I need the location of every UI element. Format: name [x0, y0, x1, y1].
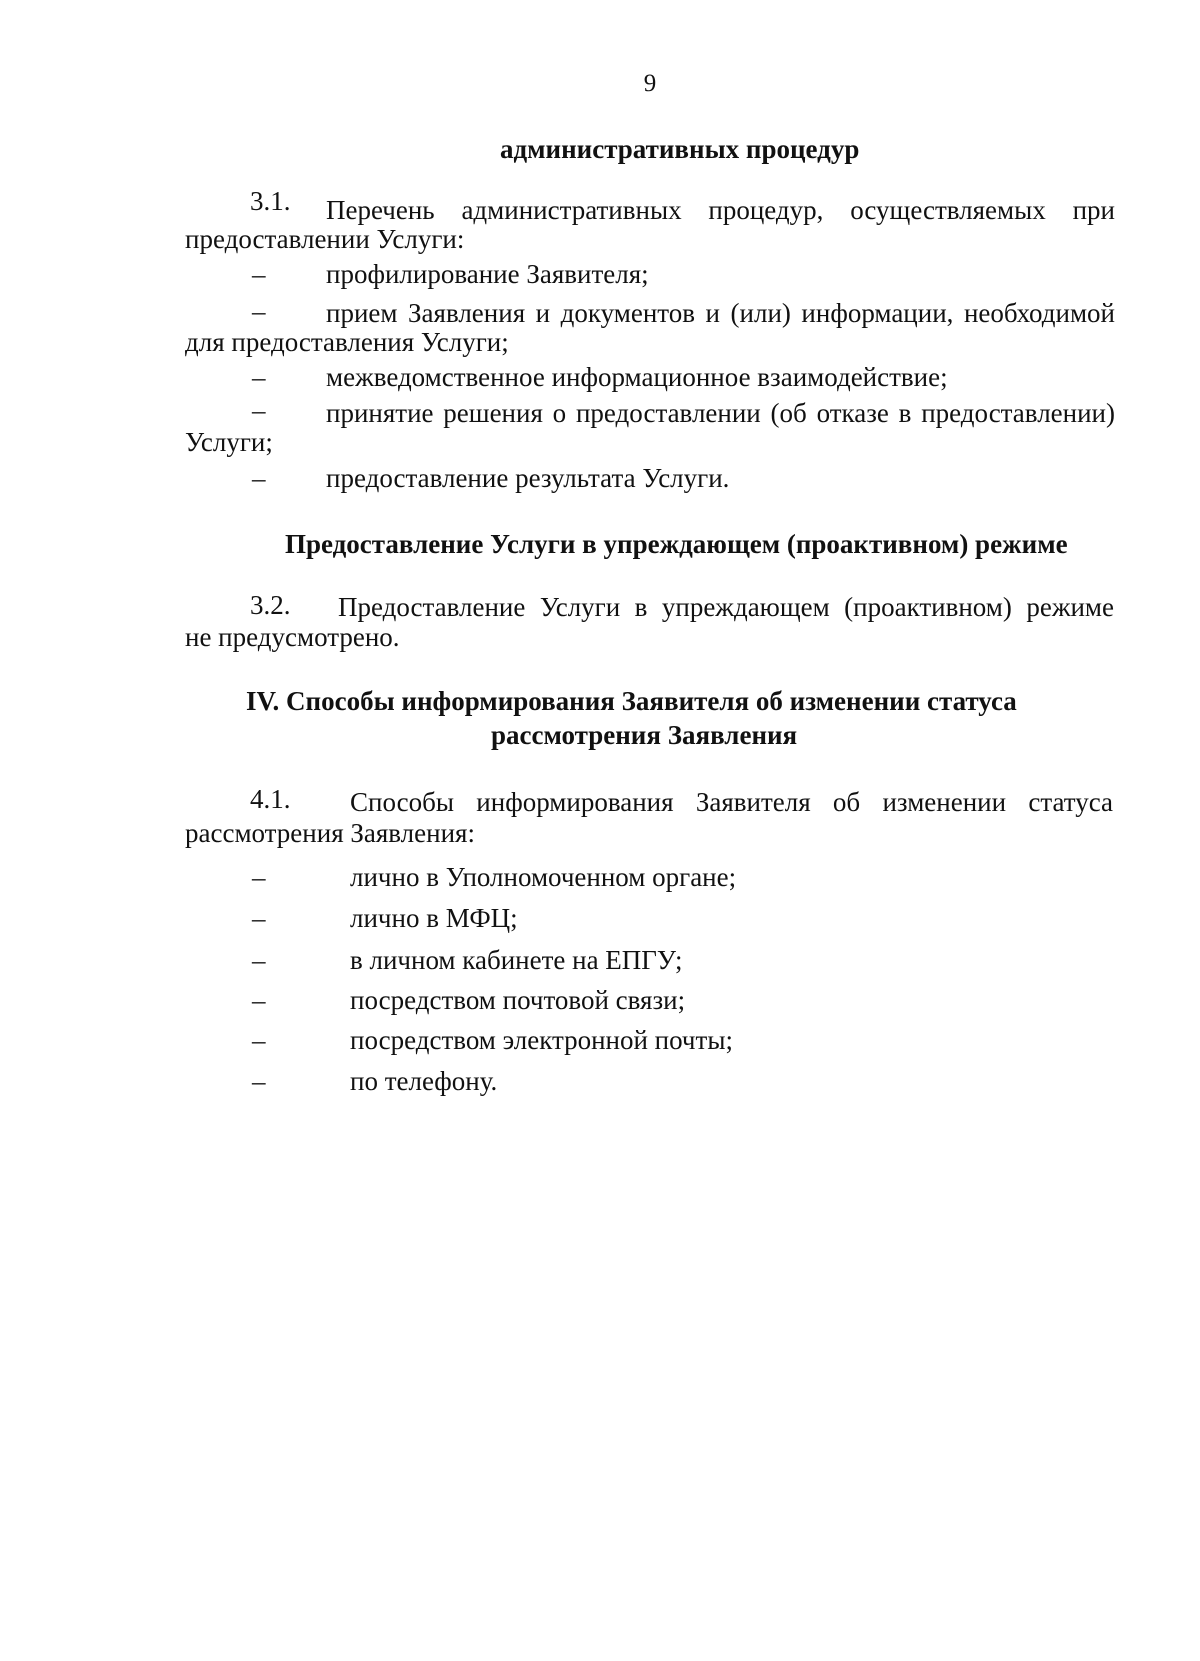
- paragraph-3-1-line2: предоставлении Услуги:: [185, 224, 465, 254]
- list-item: принятие решения о предоставлении (об отказе в предоставлении): [326, 398, 1115, 428]
- list-item: в личном кабинете на ЕПГУ;: [350, 945, 683, 975]
- list-dash: –: [252, 985, 266, 1015]
- list-dash: –: [252, 1066, 266, 1096]
- paragraph-3-2-line1: Предоставление Услуги в упреждающем (проактивном) режиме: [338, 592, 1114, 622]
- list-dash: –: [252, 463, 266, 493]
- list-dash: –: [252, 362, 266, 392]
- list-item: посредством почтовой связи;: [350, 985, 686, 1015]
- list-dash: –: [252, 945, 266, 975]
- list-item: профилирование Заявителя;: [326, 259, 649, 289]
- list-dash: –: [252, 1025, 266, 1055]
- paragraph-4-1-line1: Способы информирования Заявителя об изменении статуса: [350, 787, 1113, 817]
- list-item: лично в Уполномоченном органе;: [350, 862, 737, 892]
- list-item: межведомственное информационное взаимодействие;: [326, 362, 948, 392]
- paragraph-3-1-line1: Перечень административных процедур, осуществляемых при: [326, 195, 1115, 225]
- list-item: предоставление результата Услуги.: [326, 463, 730, 493]
- list-item: посредством электронной почты;: [350, 1025, 733, 1055]
- list-item: прием Заявления и документов и (или) информации, необходимой: [326, 298, 1115, 328]
- list-dash: –: [252, 259, 266, 289]
- paragraph-number-3-1: 3.1.: [250, 186, 291, 216]
- list-item-continuation: Услуги;: [185, 427, 273, 457]
- list-dash: –: [252, 903, 266, 933]
- list-item-continuation: для предоставления Услуги;: [185, 327, 509, 357]
- subheading-proactive-mode: Предоставление Услуги в упреждающем (проактивном) режиме: [285, 529, 1068, 559]
- list-dash: –: [252, 395, 266, 425]
- section-iv-heading-line1: IV. Способы информирования Заявителя об изменении статуса: [246, 686, 1017, 716]
- paragraph-number-4-1: 4.1.: [250, 784, 291, 814]
- section-heading-tail: административных процедур: [500, 134, 860, 164]
- paragraph-4-1-line2: рассмотрения Заявления:: [185, 818, 475, 848]
- list-item: по телефону.: [350, 1066, 498, 1096]
- page-number: 9: [643, 70, 657, 97]
- paragraph-number-3-2: 3.2.: [250, 590, 291, 620]
- paragraph-3-2-line2: не предусмотрено.: [185, 622, 400, 652]
- list-item: лично в МФЦ;: [350, 903, 518, 933]
- section-iv-heading-line2: рассмотрения Заявления: [491, 720, 798, 750]
- list-dash: –: [252, 296, 266, 326]
- list-dash: –: [252, 862, 266, 892]
